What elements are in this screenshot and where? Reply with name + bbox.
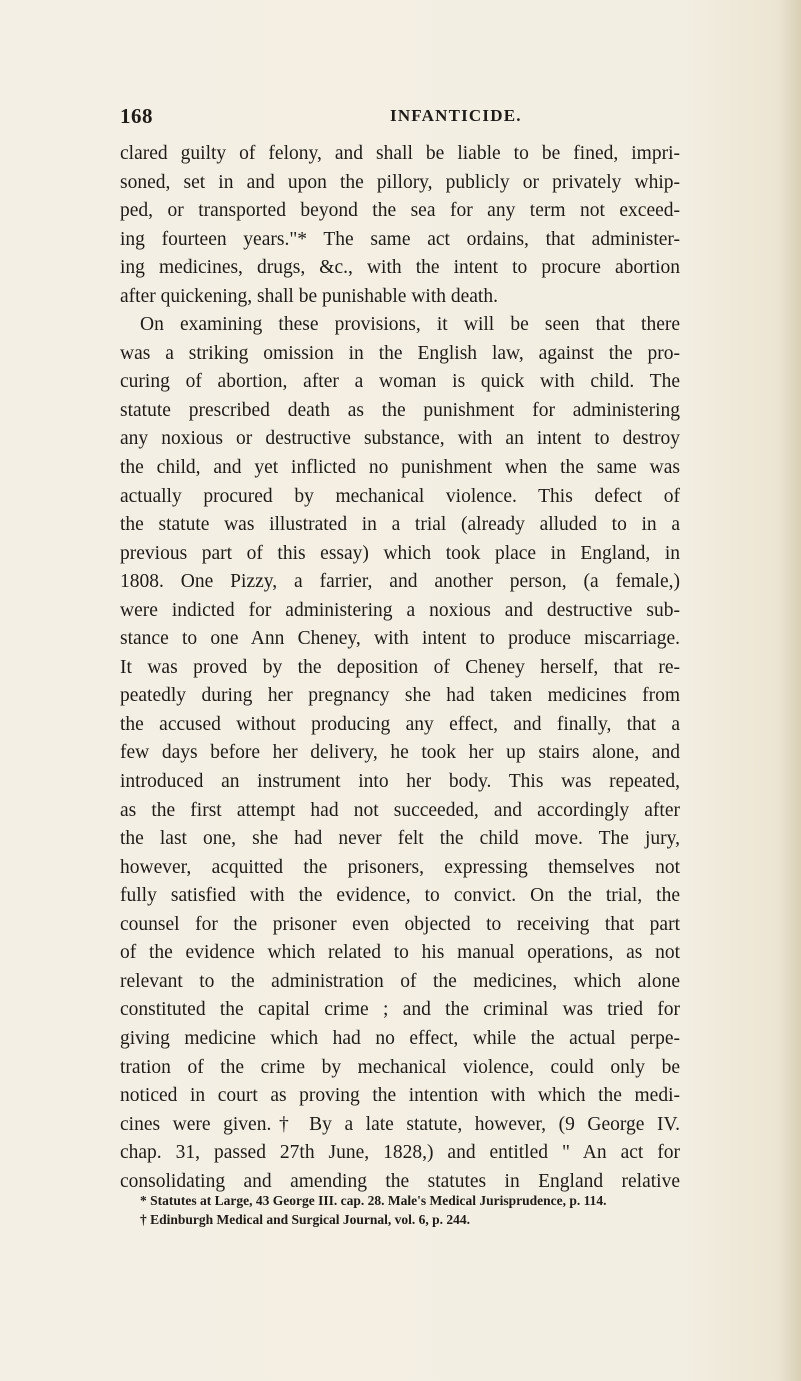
text-line: the statute was illustrated in a trial (already alluded to in a — [120, 514, 680, 536]
text-line: the child, and yet inflicted no punishment when the same was — [120, 457, 680, 479]
text-line: actually procured by mechanical violence. This defect of — [120, 485, 680, 507]
text-line: It was proved by the deposition of Cheney herself, that re- — [120, 656, 680, 678]
text-line: 1808. One Pizzy, a farrier, and another person, (a female,) — [120, 571, 680, 593]
text-line: relevant to the administration of the medicines, which alone — [120, 970, 680, 992]
text-line: previous part of this essay) which took place in England, in — [120, 542, 680, 564]
text-line: On examining these provisions, it will be seen that there — [140, 314, 680, 336]
text-line: after quickening, shall be punishable with death. — [120, 285, 498, 307]
text-line: stance to one Ann Cheney, with intent to produce miscarriage. — [120, 628, 680, 650]
text-line: fully satisfied with the evidence, to convict. On the trial, the — [120, 885, 680, 907]
text-line: introduced an instrument into her body. This was repeated, — [120, 771, 680, 793]
text-line: ped, or transported beyond the sea for any term not exceed- — [120, 200, 680, 222]
text-line: few days before her delivery, he took her up stairs alone, and — [120, 742, 680, 764]
text-line: giving medicine which had no effect, while the actual perpe- — [120, 1027, 680, 1049]
footnotes — [140, 1191, 685, 1229]
footnote-2: † Edinburgh Medical and Surgical Journal, vol. 6, p. 244. — [140, 1212, 471, 1227]
text-line: noticed in court as proving the intention with which the medi- — [120, 1085, 680, 1107]
text-line: clared guilty of felony, and shall be liable to be fined, impri- — [120, 143, 680, 164]
text-line: however, acquitted the prisoners, expressing themselves not — [120, 856, 680, 878]
page-number: 168 — [120, 104, 153, 128]
footnote-1: * Statutes at Large, 43 George III. cap. 28. Male's Medical Jurisprudence, p. 114. — [140, 1193, 607, 1208]
text-line: of the evidence which related to his manual operations, as not — [120, 942, 680, 964]
running-head: INFANTICIDE. — [390, 106, 522, 125]
text-line: counsel for the prisoner even objected to receiving that part — [120, 913, 680, 935]
text-line: soned, set in and upon the pillory, publicly or privately whip- — [120, 171, 680, 193]
text-line: the last one, she had never felt the child move. The jury, — [120, 828, 680, 850]
text-line: ing medicines, drugs, &c., with the intent to procure abortion — [120, 257, 680, 279]
text-line: chap. 31, passed 27th June, 1828,) and entitled " An act for — [120, 1142, 680, 1164]
page-header — [120, 104, 680, 134]
text-line: the accused without producing any effect, and finally, that a — [120, 713, 680, 735]
text-line: was a striking omission in the English law, against the pro- — [120, 342, 680, 364]
text-line: statute prescribed death as the punishment for administering — [120, 399, 680, 421]
text-line: ing fourteen years."* The same act ordains, that administer- — [120, 228, 680, 250]
text-line: tration of the crime by mechanical violence, could only be — [120, 1056, 680, 1078]
text-line: consolidating and amending the statutes in England relative — [120, 1170, 680, 1192]
text-line: peatedly during her pregnancy she had taken medicines from — [120, 685, 680, 707]
text-line: as the first attempt had not succeeded, and accordingly after — [120, 799, 680, 821]
text-line: curing of abortion, after a woman is quick with child. The — [120, 371, 680, 393]
text-line: any noxious or destructive substance, with an intent to destroy — [120, 428, 680, 450]
text-line: were indicted for administering a noxious and destructive sub- — [120, 599, 680, 621]
text-line: constituted the capital crime ; and the criminal was tried for — [120, 999, 680, 1021]
body-text — [120, 140, 680, 1196]
text-line: cines were given.† By a late statute, however, (9 George IV. — [120, 1113, 680, 1135]
